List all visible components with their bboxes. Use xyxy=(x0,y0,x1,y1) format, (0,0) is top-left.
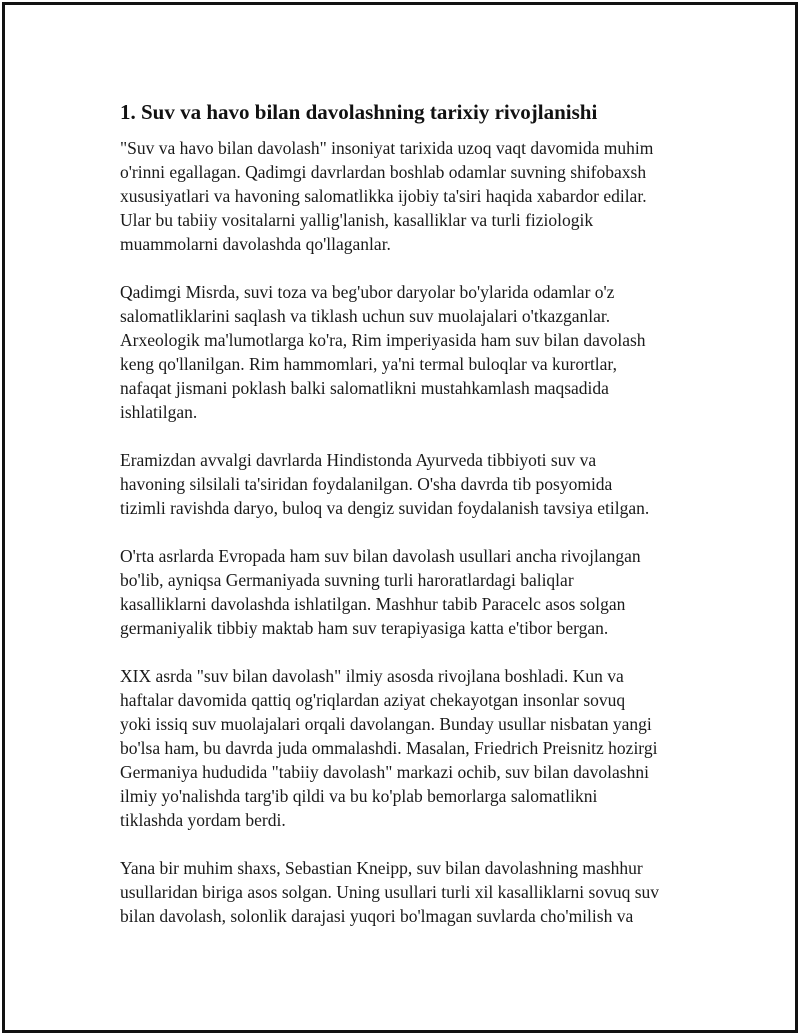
paragraph xyxy=(120,664,710,832)
text-line: bilan davolash, solonlik darajasi yuqori bo'lmagan suvlarda cho'milish va xyxy=(120,906,634,926)
text-line: salomatliklarini saqlash va tiklash uchun suv muolajalari o'tkazganlar. xyxy=(120,306,611,326)
text-line: bo'lib, ayniqsa Germaniyada suvning turli haroratlardagi baliqlar xyxy=(120,570,574,590)
text-line: Ular bu tabiiy vositalarni yallig'lanish, kasalliklar va turli fiziologik xyxy=(120,210,594,230)
paragraph xyxy=(120,136,710,256)
paragraph xyxy=(120,448,710,520)
text-line: Qadimgi Misrda, suvi toza va beg'ubor daryolar bo'ylarida odamlar o'z xyxy=(120,282,615,302)
text-line: O'rta asrlarda Evropada ham suv bilan davolash usullari ancha rivojlangan xyxy=(120,546,641,566)
text-line: tizimli ravishda daryo, buloq va dengiz suvidan foydalanish tavsiya etilgan. xyxy=(120,498,650,518)
text-line: ishlatilgan. xyxy=(120,402,198,422)
text-line: usullaridan biriga asos solgan. Uning usullari turli xil kasalliklarni sovuq suv xyxy=(120,882,660,902)
section-heading: 1. Suv va havo bilan davolashning tarixiy rivojlanishi xyxy=(120,100,598,124)
paragraph-list xyxy=(120,136,710,928)
text-line: bo'lsa ham, bu davrda juda ommalashdi. Masalan, Friedrich Preisnitz hozirgi xyxy=(120,738,658,758)
text-line: Yana bir muhim shaxs, Sebastian Kneipp, suv bilan davolashning mashhur xyxy=(120,858,643,878)
text-line: xususiyatlari va havoning salomatlikka ijobiy ta'siri haqida xabardor edilar. xyxy=(120,186,647,206)
text-line: muammolarni davolashda qo'llaganlar. xyxy=(120,234,391,254)
text-line: tiklashda yordam berdi. xyxy=(120,810,286,830)
text-line: keng qo'llanilgan. Rim hammomlari, ya'ni termal buloqlar va kurortlar, xyxy=(120,354,617,374)
text-line: ilmiy yo'nalishda targ'ib qildi va bu ko'plab bemorlarga salomatlikni xyxy=(120,786,598,806)
text-line: nafaqat jismani poklash balki salomatlikni mustahkamlash maqsadida xyxy=(120,378,609,398)
text-line: Arxeologik ma'lumotlarga ko'ra, Rim imperiyasida ham suv bilan davolash xyxy=(120,330,646,350)
page-frame xyxy=(2,2,798,1033)
text-line: Germaniya hududida "tabiiy davolash" markazi ochib, suv bilan davolashni xyxy=(120,762,649,782)
text-line: kasalliklarni davolashda ishlatilgan. Mashhur tabib Paracelc asos solgan xyxy=(120,594,626,614)
paragraph xyxy=(120,856,710,928)
text-line: germaniyalik tibbiy maktab ham suv terapiyasiga katta e'tibor bergan. xyxy=(120,618,609,638)
text-line: yoki issiq suv muolajalari orqali davolangan. Bunday usullar nisbatan yangi xyxy=(120,714,652,734)
text-line: Eramizdan avvalgi davrlarda Hindistonda Ayurveda tibbiyoti suv va xyxy=(120,450,597,470)
text-line: "Suv va havo bilan davolash" insoniyat tarixida uzoq vaqt davomida muhim xyxy=(120,138,654,158)
document-body xyxy=(120,100,710,952)
text-line: o'rinni egallagan. Qadimgi davrlardan boshlab odamlar suvning shifobaxsh xyxy=(120,162,647,182)
text-line: havoning silsilali ta'siridan foydalanilgan. O'sha davrda tib posyomida xyxy=(120,474,613,494)
text-line: XIX asrda "suv bilan davolash" ilmiy asosda rivojlana boshladi. Kun va xyxy=(120,666,624,686)
text-line: haftalar davomida qattiq og'riqlardan aziyat chekayotgan insonlar sovuq xyxy=(120,690,626,710)
paragraph xyxy=(120,280,710,424)
paragraph xyxy=(120,544,710,640)
